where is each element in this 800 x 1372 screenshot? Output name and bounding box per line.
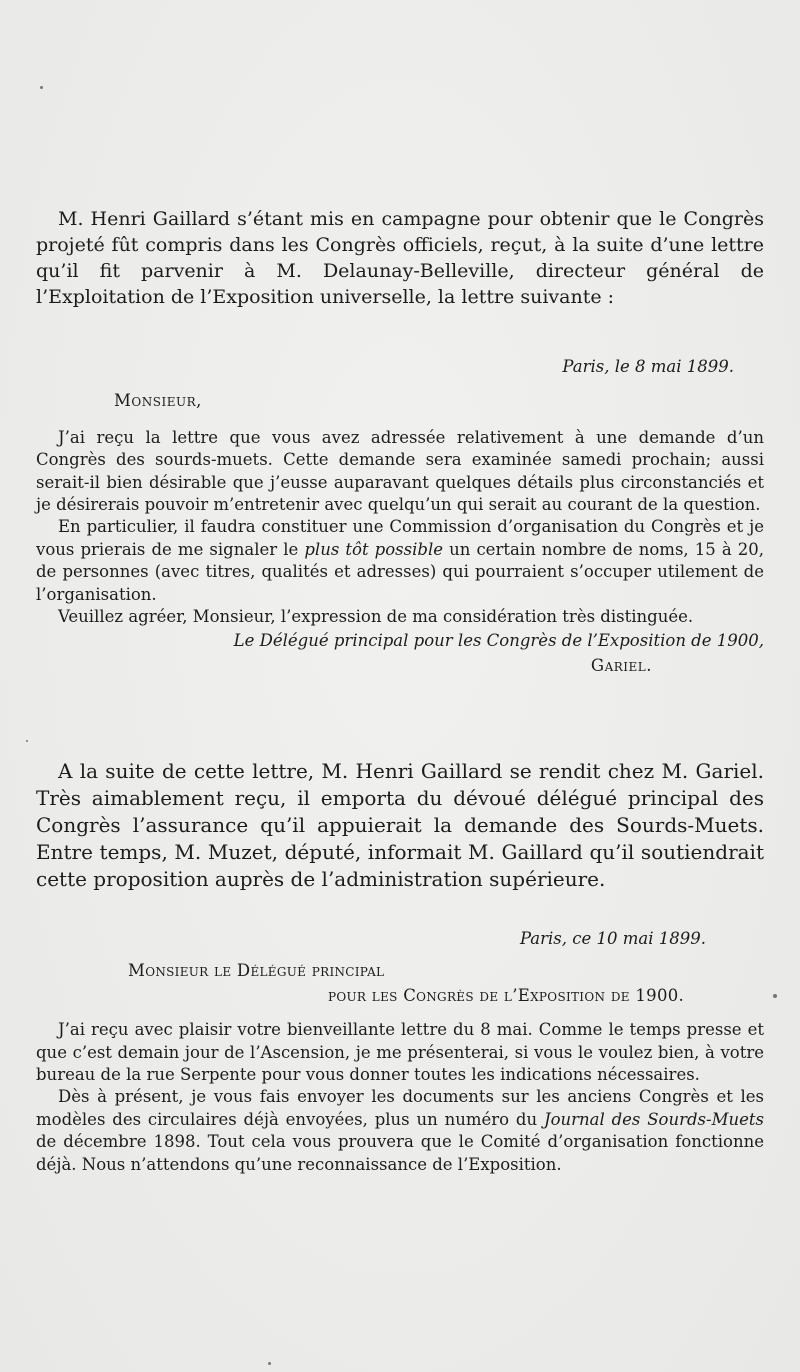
letter2-address-line-1: Monsieur le Délégué principal [128, 961, 385, 981]
letter-gariel [36, 356, 764, 677]
letter1-paragraph-3: Veuillez agréer, Monsieur, l’expression de ma considération très distinguée. [58, 607, 694, 627]
letter1-paragraph-2 [36, 516, 764, 606]
letter2-body [36, 1019, 764, 1176]
letter1-paragraph-1: J’ai reçu la lettre que vous avez adressée relativement à une demande d’un Congrès des sourds-muets. Cette demande sera examinée samedi prochain; aussi serait-il bien désirable que j’eusse auparavant quelques détails plus circonstanciés et je désirerais pouvoir m’entretenir avec quelqu’un qui serait au courant de la question. [36, 427, 764, 515]
narrative-paragraph: A la suite de cette lettre, M. Henri Gaillard se rendit chez M. Gariel. Très aimablement reçu, il emporta du dévoué délégué principal des Congrès l’assurance qu’il appuierait la demande des Sourds-Muets. Entre temps, M. Muzet, député, informait M. Gaillard qu’il soutiendrait cette proposition auprès de l’administration supérieure. [36, 759, 764, 891]
letter2-address-line-2: pour les Congrès de l’Exposition de 1900. [328, 985, 685, 1005]
letter1-p2-text-b: un certain nombre de noms, 15 à 20, de personnes (avec titres, qualités et adresses) qui pourraient s’occuper utilement de l’organisation. [36, 539, 765, 604]
letter2-p2-text-b: de décembre 1898. Tout cela vous prouvera que le Comité d’organisation fonctionne déjà. Nous n’attendons qu’une reconnaissance de l’Exposition. [36, 1132, 764, 1174]
intro-section [36, 206, 764, 310]
letter-reply [36, 928, 764, 1176]
letter2-date: Paris, ce 10 mai 1899. [519, 929, 706, 948]
letter1-signature-title: Le Délégué principal pour les Congrès de l’Exposition de 1900, [233, 631, 764, 651]
letter1-p2-emphasis: plus tôt possible [304, 539, 443, 559]
letter1-salutation: Monsieur, [114, 391, 202, 411]
print-speck [773, 994, 777, 998]
print-speck [26, 740, 28, 742]
letter1-p2-text-a: En particulier, il faudra constituer une Commission d’organisation du Congrès et je vous prierais de me signaler le [36, 517, 764, 559]
letter2-p2-emphasis: Journal des Sourds-Muets [543, 1109, 764, 1129]
letter2-paragraph-1: J’ai reçu avec plaisir votre bienveillante lettre du 8 mai. Comme le temps presse et que c’est demain jour de l’Ascension, je me présenterai, si vous le voulez bien, à votre bureau de la rue Serpente pour vous donner toutes les indications nécessaires. [36, 1020, 764, 1085]
letter2-p2-text-a: Dès à présent, je vous fais envoyer les documents sur les anciens Congrès et les modèles des circulaires déjà envoyées, plus un numéro du [36, 1087, 764, 1129]
letter1-signature-name: Gariel. [590, 655, 652, 675]
narrative-section [36, 758, 764, 893]
letter2-paragraph-2 [36, 1086, 764, 1176]
letter1-body [36, 427, 764, 629]
print-speck [40, 86, 43, 89]
intro-paragraph: M. Henri Gaillard s’étant mis en campagne pour obtenir que le Congrès projeté fût compris dans les Congrès officiels, reçut, à la suite d’une lettre qu’il fit parvenir à M. Delaunay-Belleville, directeur général de l’Exploitation de l’Exposition universelle, la lettre suivante : [36, 208, 764, 308]
print-speck [268, 1362, 271, 1365]
letter1-date: Paris, le 8 mai 1899. [562, 357, 734, 376]
